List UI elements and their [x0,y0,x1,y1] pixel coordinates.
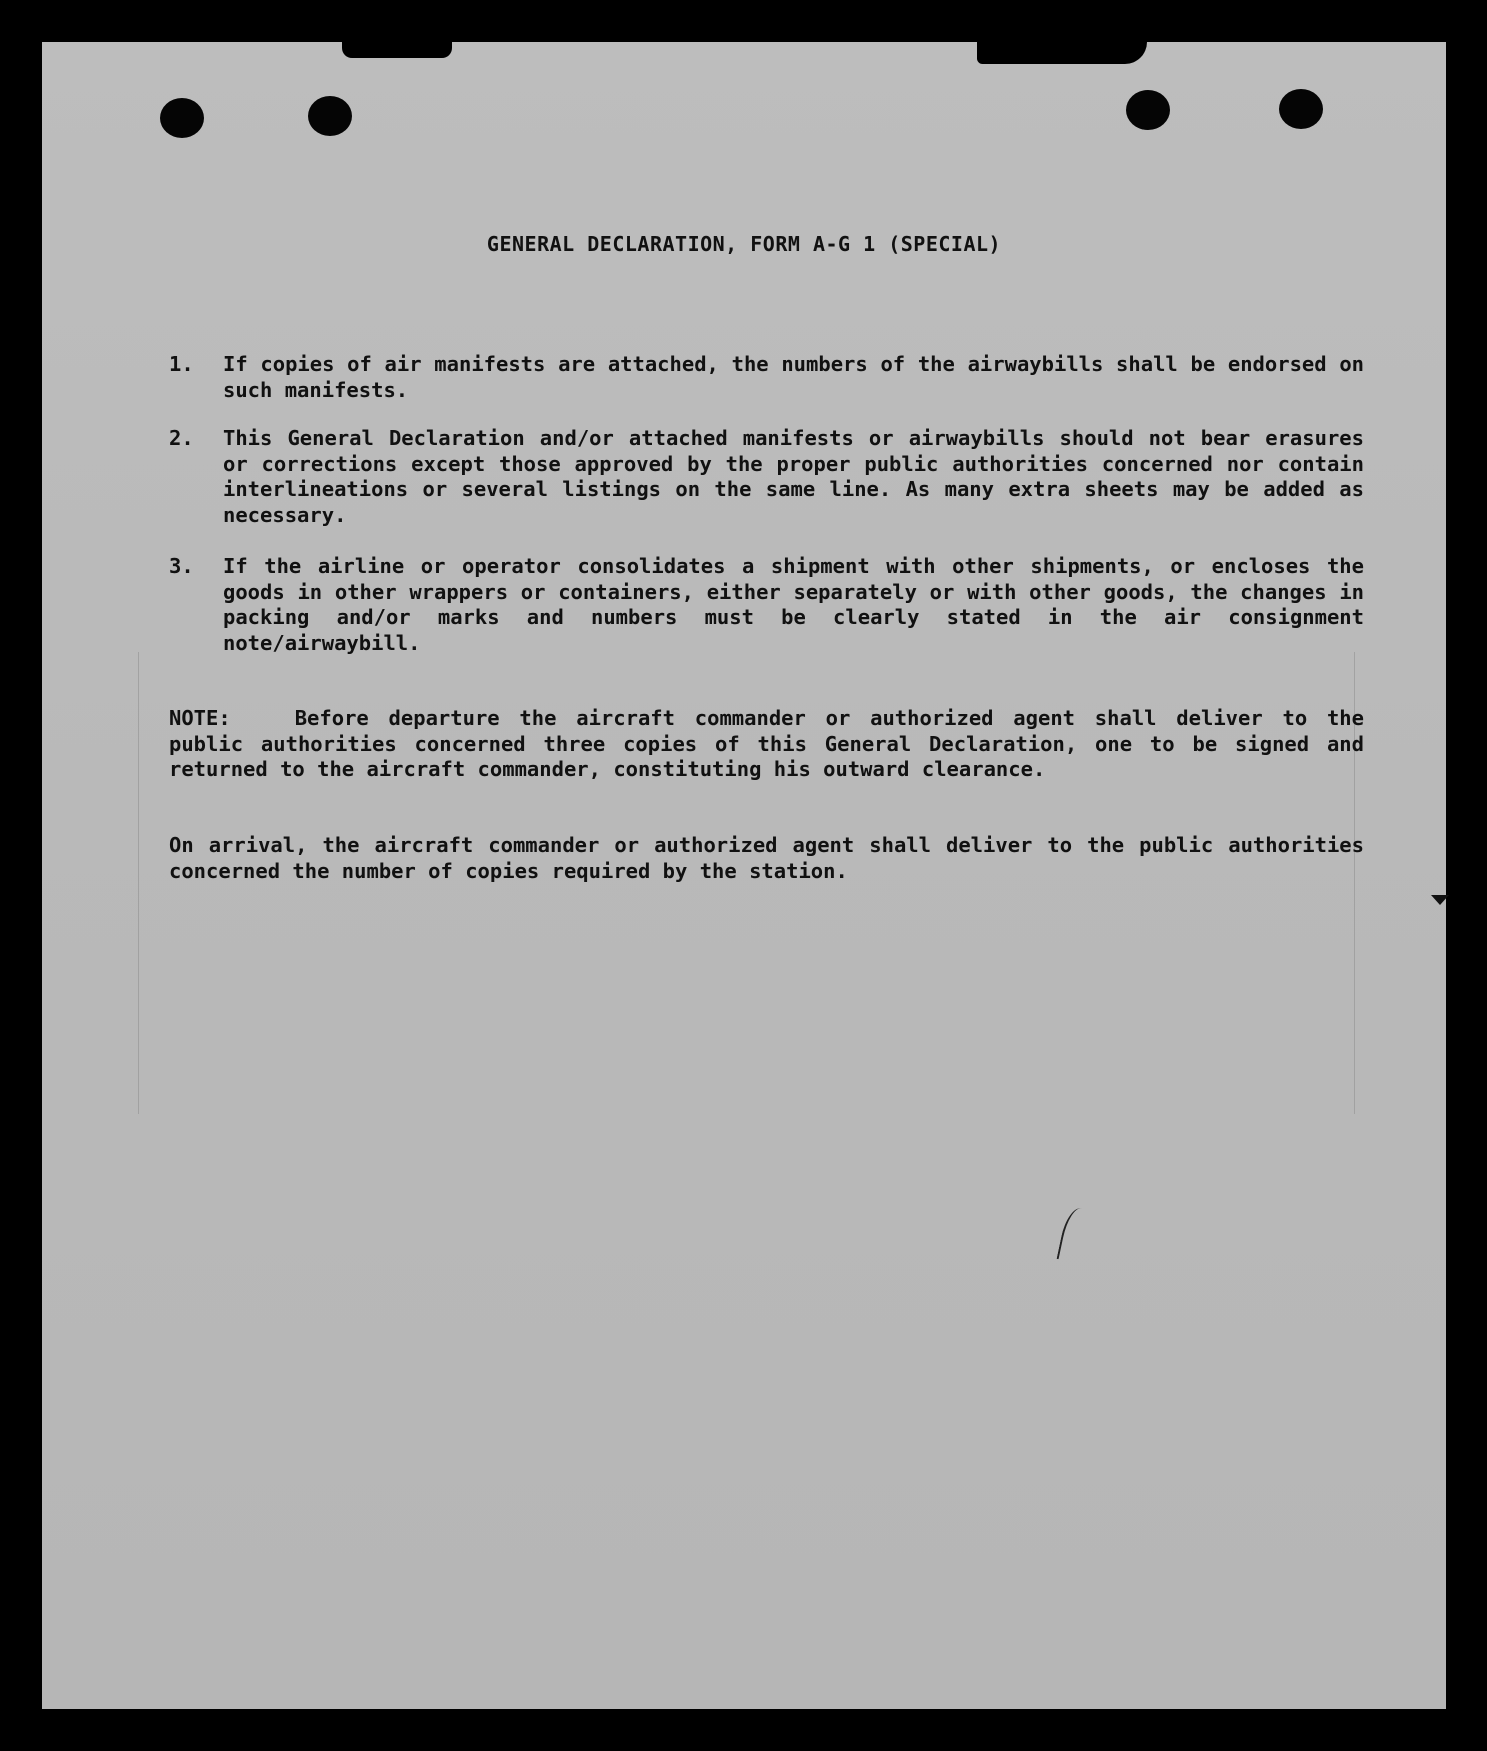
punch-hole [160,98,204,138]
note-paragraph [169,706,1364,783]
arrival-paragraph: On arrival, the aircraft commander or authorized agent shall deliver to the public authorities concerned the number of copies required by the station. [169,833,1364,883]
instruction-item [169,554,1364,656]
item-number: 2. [169,426,194,450]
item-text: If copies of air manifests are attached, the numbers of the airwaybills shall be endorsed on such manifests. [223,352,1364,402]
note-label: NOTE: [169,706,231,730]
pen-stroke [1057,1205,1092,1264]
punch-hole [1279,89,1323,129]
document-page [42,42,1446,1709]
torn-edge [342,42,452,58]
instruction-item [169,426,1364,528]
torn-edge [977,42,1147,64]
instruction-item [169,352,1364,403]
item-text: This General Declaration and/or attached manifests or airwaybills should not bear erasures or corrections except those approved by the proper public authorities concerned nor contain interlineations or several listings on the same line. As many extra sheets may be added as necessary. [223,426,1364,527]
item-number: 3. [169,554,194,578]
document-title: GENERAL DECLARATION, FORM A-G 1 (SPECIAL) [486,232,1002,256]
item-number: 1. [169,352,194,376]
punch-hole [308,96,352,136]
punch-hole [1126,90,1170,130]
margin-mark [1431,895,1449,905]
note-text: Before departure the aircraft commander or authorized agent shall deliver to the public authorities concerned three copies of this General Declaration, one to be signed and returned to the aircraft commander, constituting his outward clearance. [169,706,1364,781]
item-text: If the airline or operator consolidates a shipment with other shipments, or encloses the goods in other wrappers or containers, either separately or with other goods, the changes in packing and/or marks and numbers must be clearly stated in the air consignment note/airwaybill. [223,554,1364,655]
